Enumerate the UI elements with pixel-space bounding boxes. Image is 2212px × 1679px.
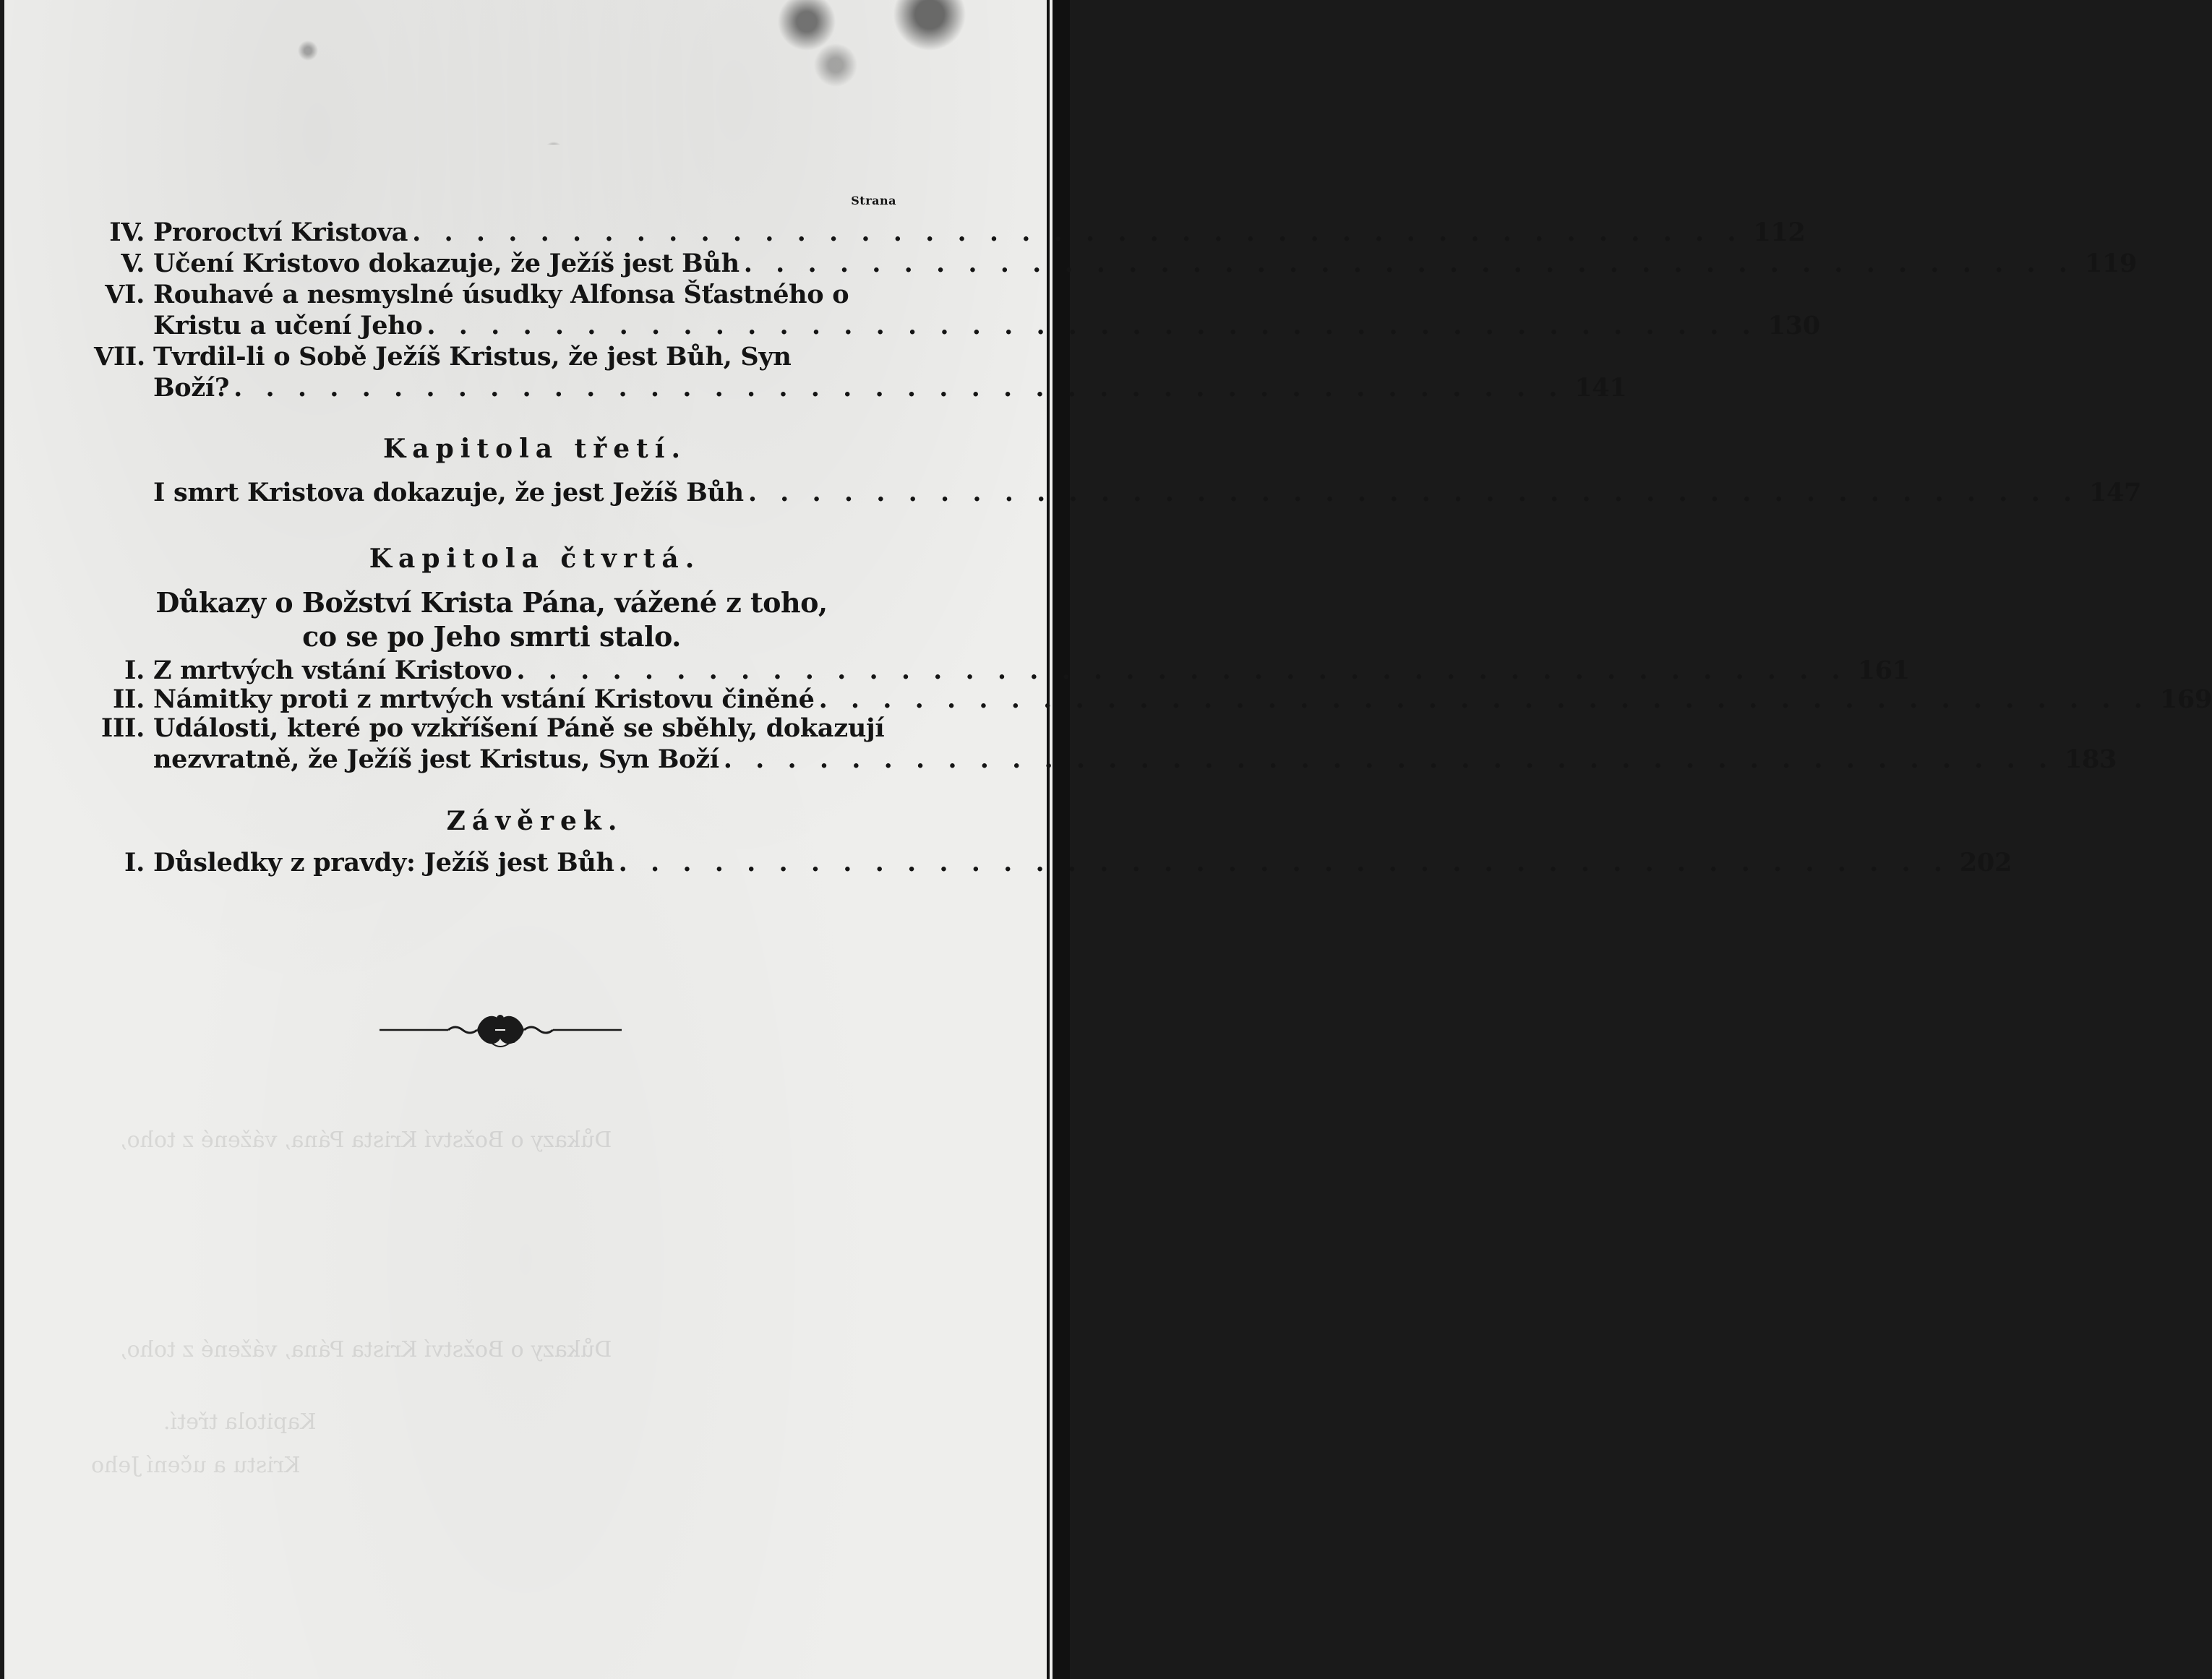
decorative-ornament-icon — [380, 1008, 622, 1052]
conclusion-heading: Závěrek. — [446, 806, 624, 836]
entry-page-number: 183 — [2065, 744, 2117, 774]
chapter-heading: Kapitola čtvrtá. — [369, 544, 701, 574]
chapter-heading: Kapitola třetí. — [383, 434, 687, 464]
entry-number: I. — [124, 656, 145, 685]
entry-number: IV. — [109, 218, 145, 247]
toc-entry — [94, 341, 1627, 403]
chapter-subtitle — [130, 585, 853, 653]
entry-page-number: 202 — [1959, 848, 2012, 877]
entry-number: I. — [124, 848, 145, 877]
entry-title: Učení Kristovo dokazuje, že Ježíš jest Bůh — [153, 249, 740, 278]
entry-title: Rouhavé a nesmyslné úsudky Alfonsa Šťastného o — [153, 280, 849, 309]
leader-dots: . . . . . . . . . . . . . . . . . . . . . . . . . . . . . . . . . . . . . . . . . . — [618, 848, 1950, 877]
toc-entry — [94, 713, 2117, 775]
bleed-through-text: Důkazy o Božství Krista Pána, vážené z toho, — [120, 1337, 612, 1362]
entry-title-continued: nezvratně, že Ježíš jest Kristus, Syn Boží — [153, 744, 719, 774]
leader-dots: . . . . . . . . . . . . . . . . . . . . . . . . . . . . . . . . . . . . . . . . . . — [412, 218, 1744, 247]
entry-number: VI. — [105, 280, 145, 309]
entry-title-continued: Boží? — [153, 373, 230, 403]
page-column-label: Strana — [851, 194, 896, 207]
chapter-subtitle-line: Důkazy o Božství Krista Pána, vážené z toho, — [155, 586, 828, 619]
entry-title: Proroctví Kristova — [153, 218, 408, 247]
toc-entry — [94, 684, 2212, 715]
entry-title: Události, které po vzkříšení Páně se sběhly, dokazují — [153, 713, 885, 743]
entry-page-number: 130 — [1767, 311, 1820, 340]
entry-title: I smrt Kristova dokazuje, že jest Ježíš Bůh — [153, 478, 744, 507]
entry-title-continued: Kristu a učení Jeho — [153, 311, 423, 340]
entry-number: VII. — [94, 342, 145, 372]
toc-entry — [94, 248, 2138, 279]
toc-entry — [94, 655, 1910, 686]
toc-entry — [94, 217, 1806, 248]
leader-dots: . . . . . . . . . . . . . . . . . . . . . . . . . . . . . . . . . . . . . . . . . . — [743, 249, 2075, 278]
entry-page-number: 119 — [2084, 249, 2138, 278]
toc-entry — [94, 477, 2142, 508]
entry-page-number: 169 — [2159, 684, 2212, 714]
entry-number: V. — [121, 249, 145, 278]
leader-dots: . . . . . . . . . . . . . . . . . . . . . . . . . . . . . . . . . . . . . . . . . . — [516, 656, 1848, 685]
entry-title: Důsledky z pravdy: Ježíš jest Bůh — [153, 848, 614, 877]
leader-dots: . . . . . . . . . . . . . . . . . . . . . . . . . . . . . . . . . . . . . . . . . . — [723, 744, 2055, 774]
leader-dots: . . . . . . . . . . . . . . . . . . . . . . . . . . . . . . . . . . . . . . . . . . — [426, 311, 1758, 340]
entry-page-number: 147 — [2089, 478, 2142, 507]
entry-number: III. — [100, 713, 145, 743]
leader-dots: . . . . . . . . . . . . . . . . . . . . . . . . . . . . . . . . . . . . . . . . . . — [233, 373, 1565, 403]
entry-title: Z mrtvých vstání Kristovo — [153, 656, 513, 685]
leader-dots: . . . . . . . . . . . . . . . . . . . . . . . . . . . . . . . . . . . . . . . . . . — [818, 684, 2150, 714]
entry-title: Tvrdil-li o Sobě Ježíš Kristus, že jest Bůh, Syn — [153, 342, 792, 372]
leader-dots: . . . . . . . . . . . . . . . . . . . . . . . . . . . . . . . . . . . . . . . . . . — [747, 478, 2080, 507]
chapter-subtitle-line: co se po Jeho smrti stalo. — [302, 620, 681, 653]
bleed-through-text: Důkazy o Božství Krista Pána, vážené z toho, — [120, 1128, 612, 1153]
toc-entry — [94, 847, 2012, 878]
entry-number: II. — [112, 684, 145, 714]
bleed-through-text: Kapitola třetí. — [163, 1409, 317, 1435]
bleed-through-text: Kristu a učení Jeho — [91, 1453, 301, 1478]
entry-page-number: 112 — [1753, 218, 1806, 247]
entry-page-number: 141 — [1574, 373, 1627, 403]
entry-page-number: 161 — [1857, 656, 1910, 685]
entry-title: Námitky proti z mrtvých vstání Kristovu činěné — [153, 684, 815, 714]
toc-entry — [94, 279, 1820, 341]
